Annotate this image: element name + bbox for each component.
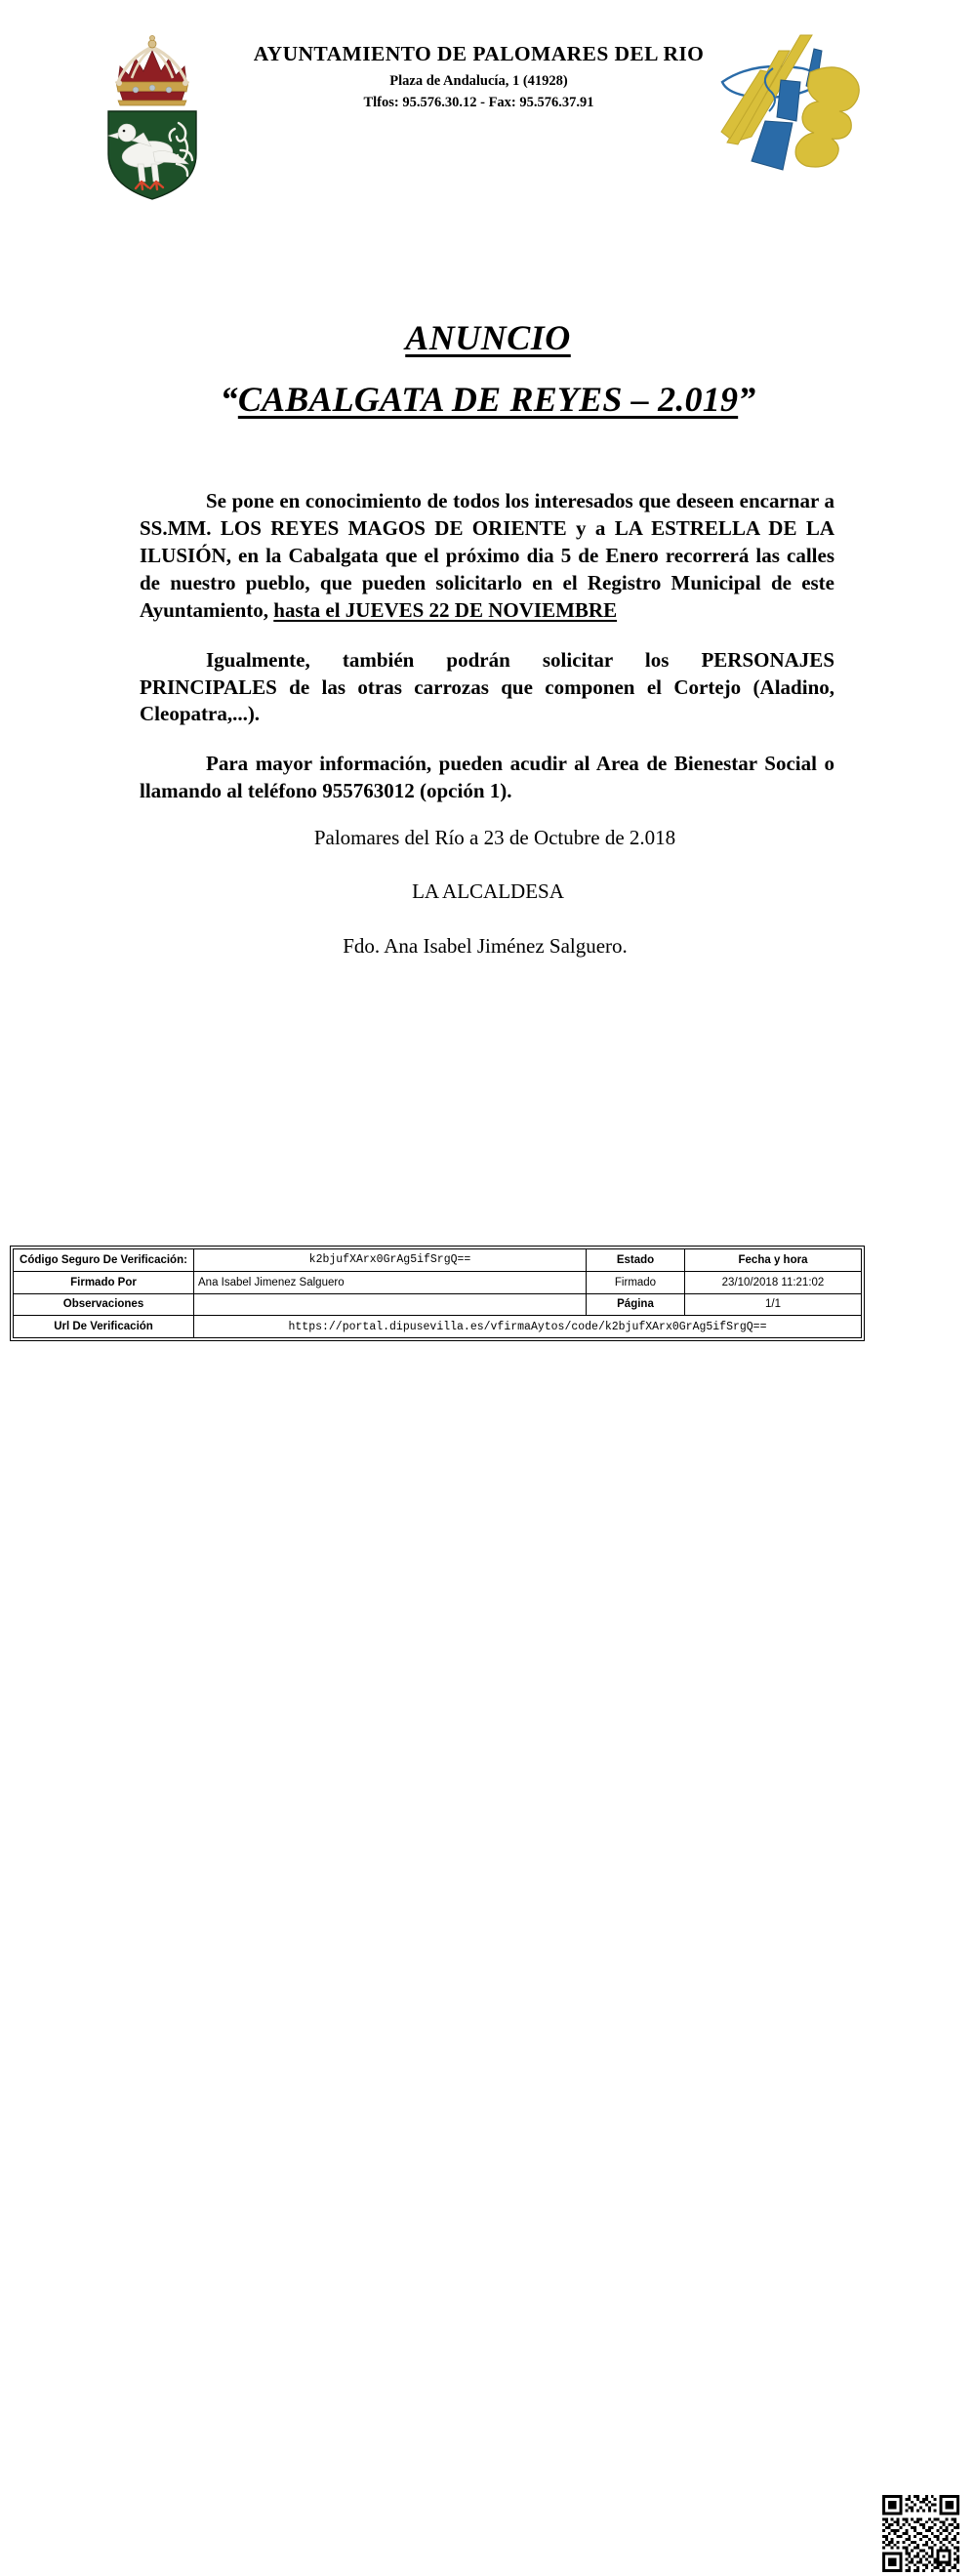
observations-label: Observaciones <box>14 1293 194 1316</box>
mancomunidad-logo-icon <box>709 21 874 192</box>
paragraph-1-text: Se pone en conocimiento de todos los interesados que deseen encarnar a SS.MM. LOS REYES MAGOS DE ORIENTE y a LA ESTRELLA DE LA ILUSIÓN, en la Cabalgata que el próximo dia 5 de Enero recorrerá las calles de nuestro pueblo, que pueden solicitarlo en el Registro Municipal de este Ayuntamiento, <box>140 489 834 622</box>
pagina-header: Página <box>587 1293 685 1316</box>
palomares-del-rio-coat-of-arms-icon <box>95 31 210 202</box>
letterhead <box>0 0 976 210</box>
closing-block <box>0 825 976 960</box>
url-label: Url De Verificación <box>14 1316 194 1338</box>
signed-by-value: Ana Isabel Jimenez Salguero <box>194 1271 587 1293</box>
paragraph-2: Igualmente, también podrán solicitar los PERSONAJES PRINCIPALES de las otras carrozas que componen el Cortejo (Aladino, Cleopatra,...). <box>140 647 834 726</box>
csv-value: k2bjufXArx0GrAg5ifSrgQ== <box>194 1249 587 1272</box>
verification-table <box>13 1248 862 1338</box>
signer-role: LA ALCALDESA <box>412 879 564 904</box>
table-row <box>14 1271 862 1293</box>
fecha-header: Fecha y hora <box>685 1249 862 1272</box>
qr-code-icon <box>878 2491 963 2576</box>
paragraph-1 <box>140 488 834 625</box>
subtitle-text: CABALGATA DE REYES – 2.019 <box>237 380 739 419</box>
signer-name: Fdo. Ana Isabel Jiménez Salguero. <box>343 933 628 958</box>
signed-by-label: Firmado Por <box>14 1271 194 1293</box>
table-row <box>14 1316 862 1338</box>
page-subtitle <box>0 379 976 420</box>
page-title <box>0 317 976 358</box>
pagina-value: 1/1 <box>685 1293 862 1316</box>
estado-header: Estado <box>587 1249 685 1272</box>
paragraph-1-deadline: hasta el JUEVES 22 DE NOVIEMBRE <box>273 597 618 622</box>
observations-value <box>194 1293 587 1316</box>
organization-phone: Tlfos: 95.576.30.12 - Fax: 95.576.37.91 <box>363 95 594 111</box>
document-body <box>140 488 834 805</box>
subtitle-close-quote: ” <box>738 380 756 419</box>
organization-name: AYUNTAMIENTO DE PALOMARES DEL RIO <box>253 42 705 65</box>
verification-table-frame <box>10 1246 865 1341</box>
page-title-text: ANUNCIO <box>405 318 571 357</box>
estado-value: Firmado <box>587 1271 685 1293</box>
organization-address: Plaza de Andalucía, 1 (41928) <box>389 73 568 90</box>
verification-footer <box>0 1242 976 1348</box>
fecha-value: 23/10/2018 11:21:02 <box>685 1271 862 1293</box>
subtitle-open-quote: “ <box>220 380 238 419</box>
url-value[interactable]: https://portal.dipusevilla.es/vfirmaAytos/code/k2bjufXArx0GrAg5ifSrgQ== <box>194 1316 862 1338</box>
paragraph-3: Para mayor información, pueden acudir al Area de Bienestar Social o llamando al teléfono 955763012 (opción 1). <box>140 752 834 803</box>
place-and-date: Palomares del Río a 23 de Octubre de 2.018 <box>313 826 676 849</box>
table-row <box>14 1249 862 1272</box>
letterhead-text <box>232 42 725 114</box>
table-row <box>14 1293 862 1316</box>
csv-label: Código Seguro De Verificación: <box>14 1249 194 1272</box>
